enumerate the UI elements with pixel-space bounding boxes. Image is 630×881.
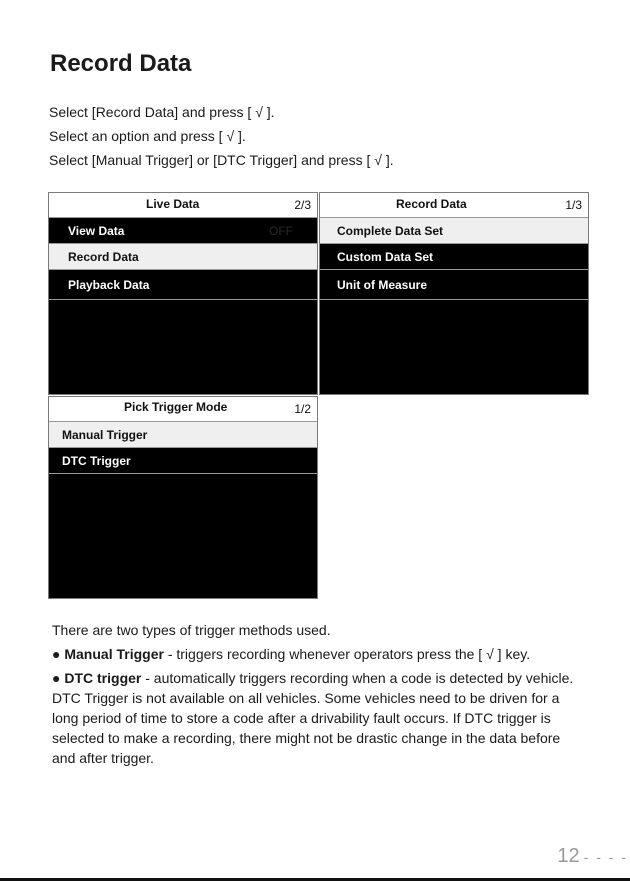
record-data-header [320,193,588,218]
menu-item-label: Unit of Measure [337,278,428,292]
dtc-trigger-term: DTC trigger [64,670,142,686]
page-number-value: 12 [557,845,580,867]
menu-item-label: View Data [68,224,125,238]
trigger-mode-title: Pick Trigger Mode [124,400,228,414]
explanation-text [52,620,582,768]
manual-trigger-bullet: ● Manual Trigger - triggers recording whenever operators press the [ √ ] key. [52,646,531,662]
menu-item-label: Custom Data Set [337,250,434,264]
step-2: Select an option and press [ √ ]. [49,128,246,144]
page-title: Record Data [50,50,192,77]
menu-item-label: Manual Trigger [62,428,148,442]
record-data-screen [319,192,589,395]
manual-trigger-description: - triggers recording whenever operators press the [ √ ] key. [163,646,531,662]
trigger-mode-header [49,397,317,422]
intro-paragraph: There are two types of trigger methods used. [52,622,331,638]
step-3: Select [Manual Trigger] or [DTC Trigger] and press [ √ ]. [49,152,394,168]
menu-item-dtc-trigger[interactable] [49,448,317,474]
trigger-mode-page-indicator: 1/2 [294,402,311,416]
menu-item-manual-trigger[interactable] [49,422,317,448]
manual-trigger-term: Manual Trigger [64,646,164,662]
ghost-text: OFF [269,224,293,238]
page-number [557,845,628,868]
menu-item-label: Complete Data Set [337,224,444,238]
dtc-trigger-bullet: ● DTC trigger - automatically triggers recording when a code is detected by vehicle. DTC Trigger is not available on all vehicles. Some vehicles need to be driven for a long period of time to store a code after a drivability fault occurs. If DTC trigger is selected to make a recording, there might not be drastic change in the data before and after trigger. [52,670,574,766]
menu-item-label: Record Data [68,250,139,264]
menu-item-unit-of-measure[interactable] [320,270,588,300]
menu-item-custom-data-set[interactable] [320,244,588,270]
menu-item-view-data[interactable] [49,218,317,244]
page-number-dashes: - - - - [583,849,628,865]
menu-item-record-data[interactable] [49,244,317,270]
trigger-mode-screen [48,396,318,599]
menu-item-playback-data[interactable] [49,270,317,300]
live-data-screen [48,192,318,395]
menu-item-label: Playback Data [68,278,150,292]
instruction-steps [49,100,394,172]
menu-item-complete-data-set[interactable] [320,218,588,244]
menu-item-label: DTC Trigger [62,454,131,468]
dtc-trigger-description: - automatically triggers recording when a code is detected by vehicle. DTC Trigger is not available on all vehicles. Some vehicles need to be driven for a long period of time to store a code after a drivability fault occurs. If DTC trigger is selected to make a recording, there might not be drastic change in the data before and after trigger. [52,670,574,766]
live-data-header [49,193,317,218]
record-data-title: Record Data [396,197,467,211]
live-data-page-indicator: 2/3 [294,198,311,212]
step-1: Select [Record Data] and press [ √ ]. [49,104,275,120]
record-data-page-indicator: 1/3 [565,198,582,212]
live-data-title: Live Data [146,197,200,211]
